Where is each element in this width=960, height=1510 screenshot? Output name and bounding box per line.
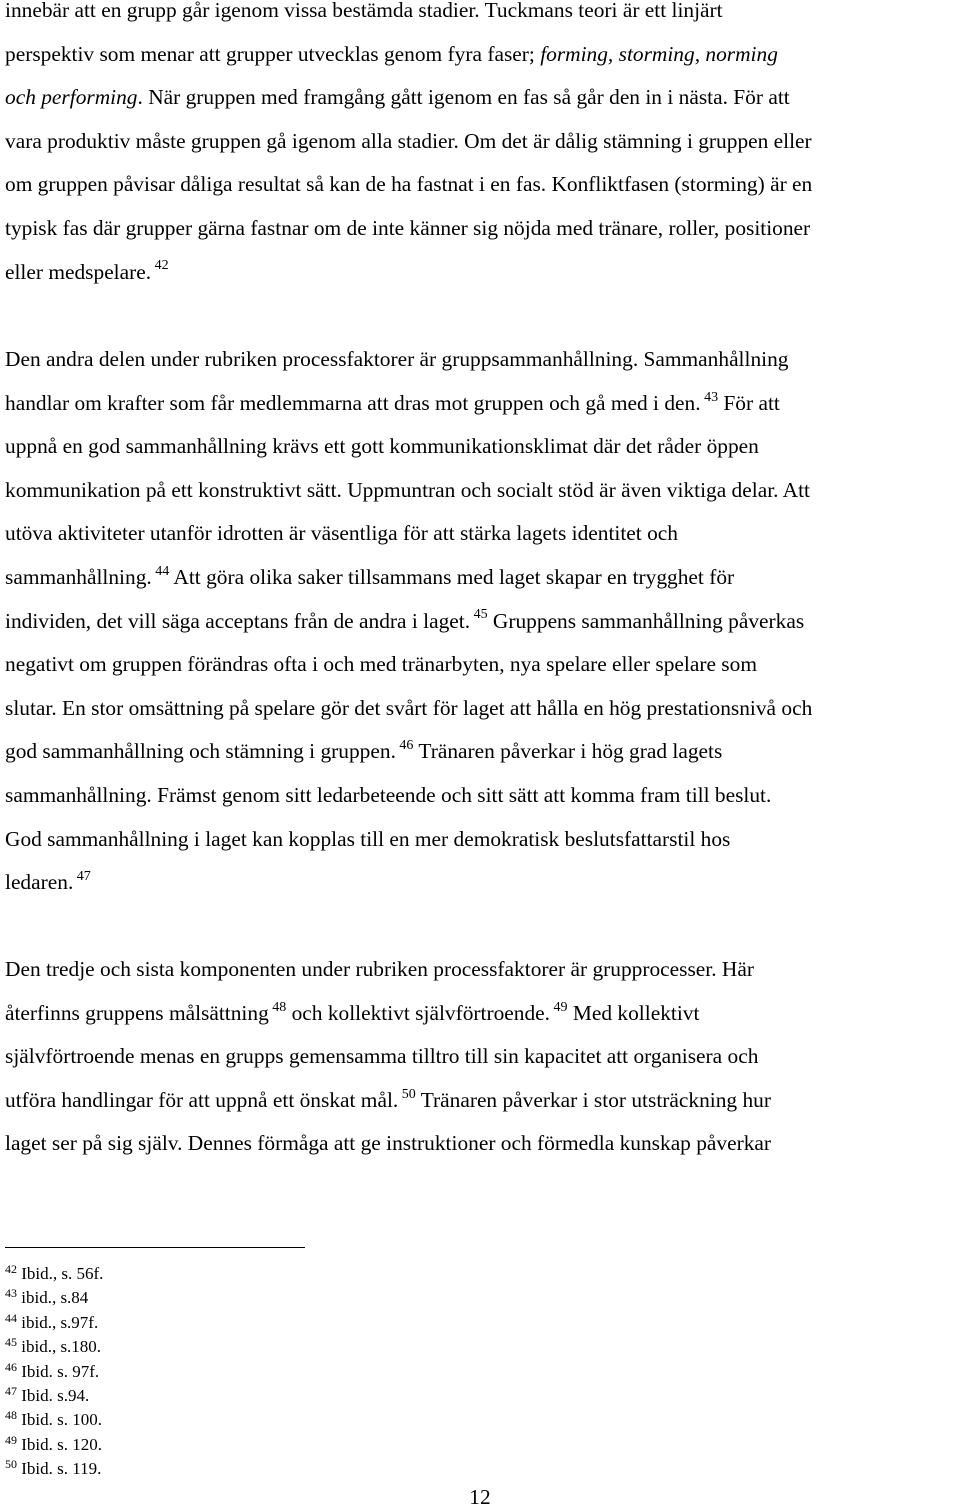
text-run: och kollektivt självförtroende.: [286, 1000, 551, 1025]
footnote-text: Ibid. s.94.: [17, 1385, 90, 1405]
footnote-reference: 46: [395, 738, 414, 754]
text-run: Den andra delen under rubriken processfaktorer är gruppsammanhållning. Sammanhållning: [5, 347, 789, 371]
footnote-text: Ibid. s. 100.: [17, 1410, 102, 1430]
text-line: [5, 512, 955, 556]
text-run: utöva aktiviteter utanför idrotten är väsentliga för att stärka lagets identitet och: [5, 521, 678, 546]
text-line: [5, 948, 955, 992]
text-line: [5, 774, 955, 818]
footnote-text: Ibid., s. 56f.: [17, 1264, 104, 1283]
text-line: [5, 992, 955, 1036]
text-run: . När gruppen med framgång gått igenom en fas så går den in i nästa. För att: [137, 85, 790, 110]
footnote-number: 44: [5, 1310, 17, 1325]
text-line: [5, 207, 955, 251]
footnote-item: [5, 1286, 103, 1310]
footnote-separator: [5, 1247, 305, 1248]
text-run: Med kollektivt: [567, 1000, 700, 1025]
text-run: vara produktiv måste gruppen gå igenom alla stadier. Om det är dålig stämning i gruppen eller: [5, 128, 812, 153]
footnote-text: Ibid. s. 97f.: [17, 1361, 100, 1381]
footnote-number: 42: [5, 1262, 17, 1276]
footnote-text: Ibid. s. 120.: [17, 1434, 102, 1454]
footnote-number: 43: [5, 1286, 17, 1301]
text-line: [5, 556, 955, 600]
text-line: [5, 1122, 955, 1166]
footnote-number: 49: [5, 1432, 17, 1447]
text-run: typisk fas där grupper gärna fastnar om de inte känner sig nöjda med tränare, roller, positioner: [5, 215, 811, 240]
footnote-reference: 50: [398, 1086, 416, 1102]
footnote-reference: 47: [73, 869, 91, 885]
text-run: utföra handlingar för att uppnå ett önskat mål.: [5, 1087, 399, 1112]
footnote-item: [5, 1457, 103, 1481]
text-run: självförtroende menas en grupps gemensamma tilltro till sin kapacitet att organisera och: [5, 1044, 759, 1069]
text-run: eller medspelare.: [5, 259, 152, 284]
footnote-number: 46: [5, 1359, 17, 1374]
text-line: [5, 469, 955, 513]
text-run: laget ser på sig själv. Dennes förmåga att ge instruktioner och förmedla kunskap påverkar: [5, 1131, 772, 1156]
italic-text: och performing: [5, 85, 138, 110]
footnote-item: [5, 1262, 103, 1286]
text-run: God sammanhållning i laget kan kopplas till en mer demokratisk beslutsfattarstil hos: [5, 826, 731, 851]
text-line: [5, 382, 955, 426]
text-run: negativt om gruppen förändras ofta i och med tränarbyten, nya spelare eller spelare som: [5, 652, 757, 677]
text-line: [5, 643, 955, 687]
text-run: sammanhållning. Främst genom sitt ledarbeteende och sitt sätt att komma fram till beslut.: [5, 782, 772, 807]
text-run: perspektiv som menar att grupper utvecklas genom fyra faser;: [5, 41, 541, 66]
text-run: Gruppens sammanhållning påverkas: [487, 608, 805, 633]
footnote-item: [5, 1408, 103, 1432]
text-run: sammanhållning.: [5, 564, 152, 589]
page-number: 12: [469, 1485, 491, 1509]
text-run: återfinns gruppens målsättning: [5, 1000, 269, 1025]
text-run: slutar. En stor omsättning på spelare gör det svårt för laget att hålla en hög prestationsnivå och: [5, 695, 813, 720]
text-line: [5, 687, 955, 731]
text-line: [5, 861, 955, 905]
text-line: [5, 600, 955, 644]
footnote-list: [5, 1262, 103, 1482]
text-run: individen, det vill säga acceptans från de andra i laget.: [5, 608, 471, 633]
text-line: [5, 76, 955, 120]
body-paragraph-2: [5, 338, 955, 905]
text-run: uppnå en god sammanhållning krävs ett gott kommunikationsklimat där det råder öppen: [5, 434, 759, 459]
text-run: handlar om krafter som får medlemmarna att dras mot gruppen och gå med i den.: [5, 390, 701, 415]
text-run: god sammanhållning och stämning i gruppen.: [5, 739, 396, 764]
text-line: [5, 251, 955, 295]
footnote-text: ibid., s.97f.: [17, 1312, 99, 1332]
text-run: kommunikation på ett konstruktivt sätt. Uppmuntran och socialt stöd är även viktiga delar. Att: [5, 477, 810, 502]
text-line: [5, 120, 955, 164]
footnote-reference: 42: [151, 258, 169, 274]
footnote-reference: 45: [470, 607, 488, 623]
footnote-item: [5, 1335, 103, 1359]
text-run: Att göra olika saker tillsammans med laget skapar en trygghet för: [169, 564, 735, 589]
text-line: [5, 33, 955, 77]
text-run: För att: [718, 390, 780, 415]
footnote-reference: 48: [268, 999, 287, 1015]
footnote-number: 45: [5, 1335, 17, 1350]
footnote-text: ibid., s.84: [17, 1288, 89, 1308]
italic-text: forming, storming, norming: [540, 41, 778, 66]
text-line: [5, 1079, 955, 1123]
footnote-reference: 49: [550, 999, 568, 1015]
text-run: ledaren.: [5, 870, 74, 895]
text-line: [5, 1035, 955, 1079]
footnote-item: [5, 1384, 103, 1408]
body-paragraph-1: [5, 0, 955, 294]
footnote-number: 48: [5, 1408, 17, 1423]
text-run: om gruppen påvisar dåliga resultat så kan de ha fastnat i en fas. Konfliktfasen (storming) är en: [5, 172, 813, 197]
footnote-number: 47: [5, 1383, 17, 1398]
text-run: Tränaren påverkar i stor utsträckning hur: [415, 1087, 771, 1112]
text-line: [5, 818, 955, 862]
footnote-text: Ibid. s. 119.: [17, 1459, 102, 1479]
footnote-reference: 43: [700, 389, 719, 405]
footnote-item: [5, 1433, 103, 1457]
text-run: Tränaren påverkar i hög grad lagets: [413, 739, 723, 764]
footnote-reference: 44: [151, 563, 170, 579]
text-run: Den tredje och sista komponenten under rubriken processfaktorer är grupprocesser. Här: [5, 957, 754, 981]
text-line: [5, 163, 955, 207]
footnote-item: [5, 1311, 103, 1335]
footnote-text: ibid., s.180.: [17, 1337, 102, 1357]
text-run: innebär att en grupp går igenom vissa bestämda stadier. Tuckmans teori är ett linjärt: [5, 0, 723, 22]
body-paragraph-3: [5, 948, 955, 1166]
footnote-item: [5, 1360, 103, 1384]
text-line: [5, 338, 955, 382]
text-line: [5, 730, 955, 774]
text-line: [5, 425, 955, 469]
text-line: [5, 0, 955, 33]
footnote-number: 50: [5, 1457, 17, 1472]
